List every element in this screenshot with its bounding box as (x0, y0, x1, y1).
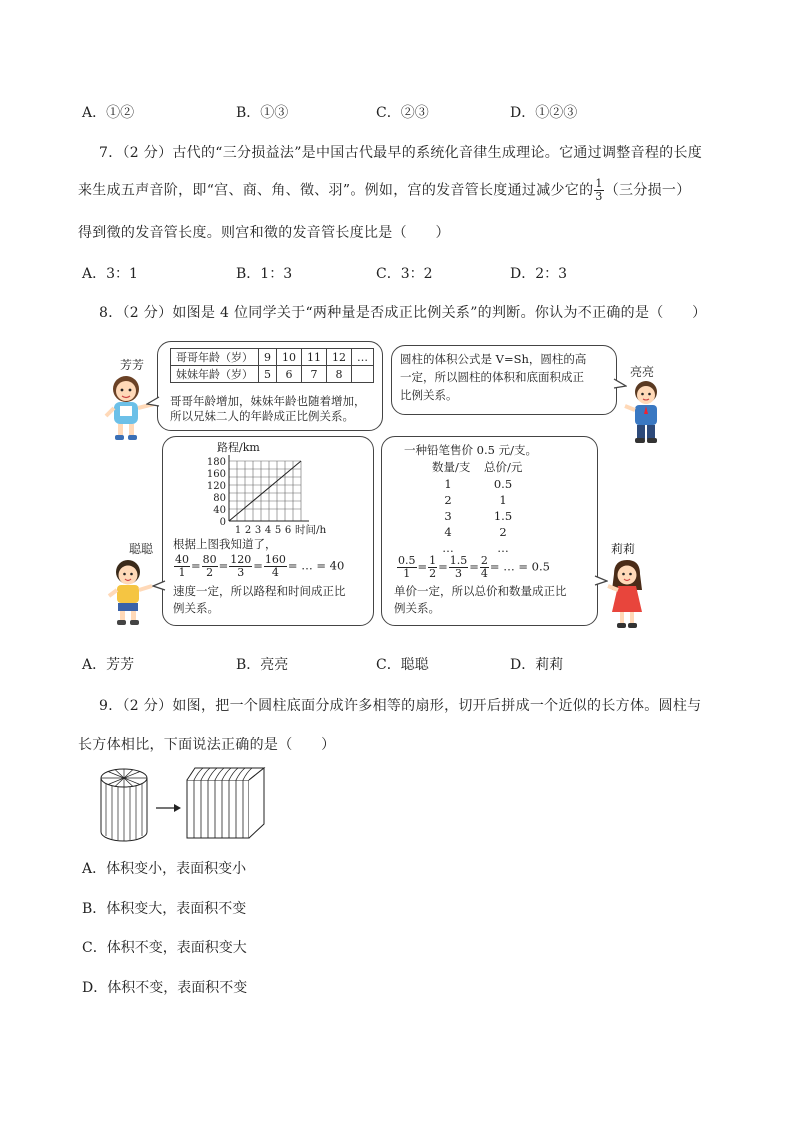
equation-tail: = … = 0.5 (489, 559, 550, 574)
fangfang-text-1: 哥哥年龄增加，妹妹年龄也随着增加， (170, 394, 366, 408)
lili-equation: $\frac{0.5}{1}$ = $\frac{1}{2}$ = $\frac{1.5}{3}$ = $\frac{2}{4}$ = … = 0.5 (398, 554, 550, 580)
table-cell: 11 (302, 349, 327, 366)
option-letter: C． (82, 940, 107, 956)
fangfang-text-2: 所以兄妹二人的年龄成正比例关系。 (170, 409, 354, 423)
student-name-liangliang: 亮亮 (630, 365, 655, 379)
denominator: 3 (595, 190, 603, 203)
option-letter: A． (82, 105, 107, 121)
fraction (264, 554, 287, 579)
table-cell: 3 (444, 509, 452, 523)
q6-option-c[interactable] (376, 102, 429, 122)
option-text: ②③ (400, 105, 429, 121)
fraction (428, 555, 437, 580)
liangliang-text-2: 一定，所以圆柱的体积和底面积成正 (400, 370, 584, 384)
denominator: 3 (455, 567, 463, 580)
denominator: 2 (429, 567, 437, 580)
congcong-speech-bubble (162, 436, 374, 626)
table-cell: 妹妹年龄（岁） (171, 366, 259, 383)
boy-liangliang-illustration (620, 376, 668, 448)
option-letter: D． (510, 657, 536, 673)
table-cell: 5 (259, 366, 277, 383)
fraction (397, 555, 417, 580)
table-cell: … (497, 541, 509, 555)
lili-text-1: 一种铅笔售价 0.5 元/支。 (404, 443, 537, 457)
table-cell: 8 (327, 366, 352, 383)
q9-option-b[interactable] (82, 898, 246, 918)
numerator: 2 (480, 554, 488, 567)
congcong-equation: $\frac{40}{1}$ = $\frac{80}{2}$ = $\frac{120}{3}$ = $\frac{160}{4}$ = … = 40 (175, 553, 345, 579)
lili-col-header-1: 数量/支 (432, 460, 471, 474)
option-letter: B． (236, 657, 261, 673)
girl-fangfang-illustration (100, 372, 158, 444)
table-cell: 4 (444, 525, 452, 539)
q7-text: （三分损一） (604, 182, 691, 199)
student-name-fangfang: 芳芳 (120, 358, 145, 372)
denominator: 1 (178, 566, 186, 579)
numerator: 80 (202, 553, 217, 566)
equation-tail: = … = 40 (287, 558, 345, 573)
q7-stem-line3: 得到徵的发音管长度。则宫和徵的发音管长度比是（ ） (78, 225, 450, 241)
y-tick: 0 (219, 517, 226, 528)
cylinder-figure (101, 769, 147, 841)
graph-ylabel: 路程/km (217, 441, 260, 454)
q9-stem-line2: 长方体相比，下面说法正确的是（ ） (78, 737, 336, 753)
option-text: 3：1 (106, 266, 138, 282)
denominator: 2 (206, 566, 214, 579)
table-cell: 10 (277, 349, 302, 366)
liangliang-speech-bubble (391, 345, 617, 415)
y-tick: 120 (206, 481, 226, 492)
option-text: 3：2 (400, 266, 433, 282)
option-letter: B． (82, 901, 107, 917)
table-cell (352, 366, 374, 383)
cuboid-figure (187, 768, 264, 838)
distance-time-graph (167, 439, 367, 537)
table-cell: 6 (277, 366, 302, 383)
option-letter: D． (510, 266, 536, 282)
option-text: 体积不变，表面积不变 (107, 980, 248, 996)
table-cell: 哥哥年龄（岁） (171, 349, 259, 366)
q7-stem-line1: 7．（2 分）古代的“三分损益法”是中国古代最早的系统化音律生成理论。它通过调整音程的长度 (99, 145, 703, 161)
option-text: 亮亮 (260, 657, 289, 673)
option-text: 聪聪 (400, 657, 429, 673)
table-cell: 0.5 (493, 477, 513, 491)
graph-line (229, 461, 301, 521)
denominator: 1 (403, 567, 411, 580)
numerator: 120 (230, 553, 252, 566)
y-tick: 180 (206, 457, 226, 468)
q8-option-c[interactable] (376, 654, 429, 674)
x-tick: 6 (284, 525, 292, 536)
table-cell: 1.5 (493, 509, 513, 523)
age-table (170, 348, 374, 383)
liangliang-text-1: 圆柱的体积公式是 V=Sh，圆柱的高 (400, 352, 587, 366)
table-cell: … (442, 541, 454, 555)
table-cell: 2 (444, 493, 452, 507)
option-letter: B． (236, 266, 261, 282)
option-letter: D． (82, 980, 108, 996)
x-tick: 1 (234, 525, 242, 536)
option-text: 芳芳 (106, 657, 135, 673)
q8-stem: 8．（2 分）如图是 4 位同学关于“两种量是否成正比例关系”的判断。你认为不正确的是（ ） (99, 305, 707, 321)
q7-option-a[interactable] (82, 263, 138, 283)
graph-xlabel: 时间/h (295, 524, 327, 536)
q7-option-b[interactable] (236, 263, 292, 283)
fraction (480, 555, 489, 580)
fraction (229, 554, 252, 579)
q9-option-a[interactable] (82, 858, 246, 878)
option-text: 莉莉 (535, 657, 564, 673)
option-text: 2：3 (535, 266, 568, 282)
q7-option-d[interactable] (510, 263, 567, 283)
q6-option-d[interactable] (510, 102, 577, 122)
numerator: 160 (264, 553, 286, 566)
table-cell: 9 (259, 349, 277, 366)
denominator: 4 (480, 567, 488, 580)
fraction (202, 554, 218, 579)
option-letter: C． (376, 657, 401, 673)
option-text: 体积变大，表面积不变 (106, 901, 247, 917)
q8-option-b[interactable] (236, 654, 288, 674)
option-text: ①②③ (535, 105, 578, 121)
option-letter: C． (376, 105, 401, 121)
table-cell: 2 (499, 525, 507, 539)
option-letter: B． (236, 105, 261, 121)
lili-text-2: 单价一定，所以总价和数量成正比 (394, 584, 567, 598)
table-cell: 1 (444, 477, 452, 491)
option-letter: C． (376, 266, 401, 282)
y-tick: 80 (213, 493, 226, 504)
congcong-text-2: 速度一定，所以路程和时间成正比 (173, 584, 346, 598)
x-tick: 5 (274, 525, 282, 536)
girl-lili-illustration (604, 556, 650, 632)
numerator: 1.5 (449, 554, 468, 567)
liangliang-text-3: 比例关系。 (400, 388, 458, 402)
option-letter: A． (82, 861, 107, 877)
x-tick: 3 (254, 525, 262, 536)
table-cell: 1 (499, 493, 507, 507)
fraction (449, 555, 469, 580)
cylinder-to-cuboid-diagram (98, 764, 270, 844)
fraction (594, 178, 603, 203)
lili-text-3: 例关系。 (394, 601, 440, 615)
q7-stem-line2 (78, 178, 691, 203)
denominator: 3 (237, 566, 245, 579)
numerator: 1 (595, 177, 603, 190)
fraction (174, 554, 190, 579)
q7-option-c[interactable] (376, 263, 433, 283)
option-text: ①③ (260, 105, 289, 121)
q8-option-a[interactable] (82, 654, 134, 674)
option-text: ①② (106, 105, 135, 121)
q9-stem-line1: 9．（2 分）如图，把一个圆柱底面分成许多相等的扇形，切开后拼成一个近似的长方体。圆柱与 (99, 698, 702, 714)
q9-option-d[interactable] (82, 977, 247, 997)
y-tick: 40 (213, 505, 226, 516)
option-letter: A． (82, 266, 107, 282)
option-letter: A． (82, 657, 107, 673)
boy-congcong-illustration (104, 556, 156, 628)
q8-option-d[interactable] (510, 654, 563, 674)
numerator: 40 (175, 553, 189, 566)
congcong-text-1: 根据上图我知道了， (173, 537, 277, 551)
lili-col-header-2: 总价/元 (484, 460, 523, 474)
option-text: 体积不变，表面积变大 (106, 940, 247, 956)
q7-text: 来生成五声音阶，即“宫、商、角、徵、羽”。例如，宫的发音管长度通过减少它的 (78, 182, 594, 199)
lili-speech-bubble (381, 436, 598, 626)
y-tick: 160 (206, 469, 226, 480)
fangfang-speech-bubble (157, 341, 383, 431)
numerator: 0.5 (398, 554, 416, 567)
q6-option-b[interactable] (236, 102, 288, 122)
x-tick: 2 (244, 525, 252, 536)
q9-option-c[interactable] (82, 937, 247, 957)
numerator: 1 (429, 554, 437, 567)
congcong-text-3: 例关系。 (173, 601, 219, 615)
bubble-tail (146, 396, 160, 408)
table-row (171, 349, 374, 366)
q6-option-a[interactable] (82, 102, 134, 122)
denominator: 4 (271, 566, 279, 579)
table-row (171, 366, 374, 383)
student-name-congcong: 聪聪 (129, 542, 154, 556)
table-cell: … (352, 349, 374, 366)
option-text: 体积变小，表面积变小 (106, 861, 247, 877)
option-text: 1：3 (260, 266, 293, 282)
arrow-icon (156, 804, 181, 812)
option-letter: D． (510, 105, 536, 121)
table-cell: 7 (302, 366, 327, 383)
x-tick: 4 (264, 525, 272, 536)
table-cell: 12 (327, 349, 352, 366)
student-name-lili: 莉莉 (611, 542, 636, 556)
